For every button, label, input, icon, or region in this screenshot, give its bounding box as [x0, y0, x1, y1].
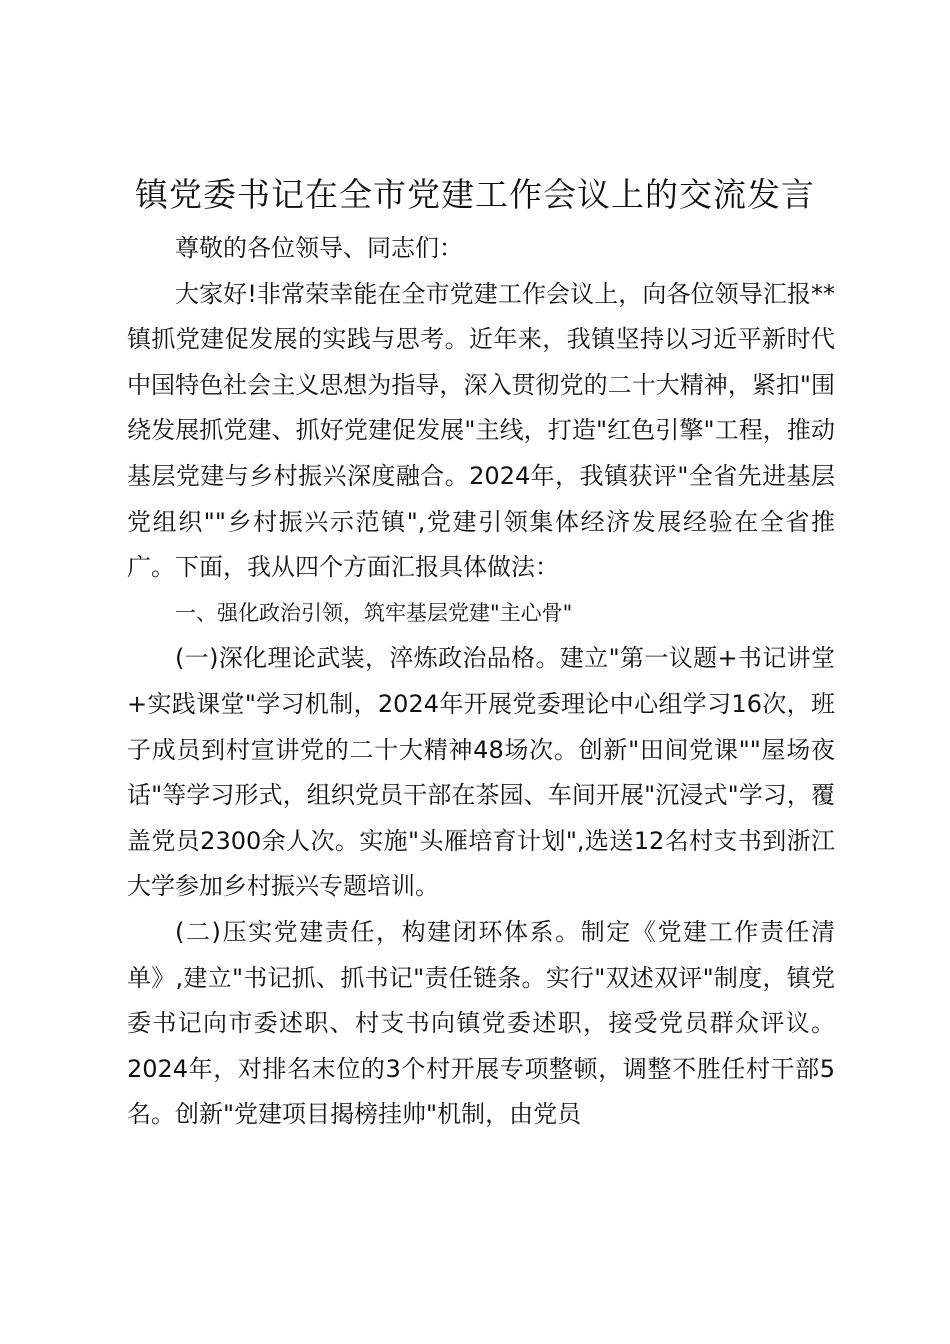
paragraph-subsection-1: (一)深化理论武装，淬炼政治品格。建立"第一议题+书记讲堂+实践课堂"学习机制，2024年开展党委理论中心组学习16次，班子成员到村宣讲党的二十大精神48场次。创新"田间党课""屋场夜话"等学习形式，组织党员干部在茶园、车间开展"沉浸式"学习，覆盖党员2300余人次。实施"头雁培育计划",选送12名村支书到浙江大学参加乡村振兴专题培训。	[127, 644, 835, 901]
document-body	[127, 226, 835, 1138]
section-heading-1: 一、强化政治引领，筑牢基层党建"主心骨"	[175, 600, 573, 625]
paragraph-subsection-2: (二)压实党建责任，构建闭环体系。制定《党建工作责任清单》,建立"书记抓、抓书记"责任链条。实行"双述双评"制度，镇党委书记向市委述职、村支书向镇党委述职，接受党员群众评议。2024年，对排名末位的3个村开展专项整顿，调整不胜任村干部5名。创新"党建项目揭榜挂帅"机制，由党员	[127, 917, 835, 1129]
document-title: 镇党委书记在全市党建工作会议上的交流发言	[135, 175, 815, 214]
paragraph-intro: 大家好!非常荣幸能在全市党建工作会议上，向各位领导汇报**镇抓党建促发展的实践与思考。近年来，我镇坚持以习近平新时代中国特色社会主义思想为指导，深入贯彻党的二十大精神，紧扣"围绕发展抓党建、抓好党建促发展"主线，打造"红色引擎"工程，推动基层党建与乡村振兴深度融合。2024年，我镇获评"全省先进基层党组织""乡村振兴示范镇",党建引领集体经济发展经验在全省推广。下面，我从四个方面汇报具体做法：	[127, 279, 835, 582]
salutation: 尊敬的各位领导、同志们：	[175, 234, 463, 262]
